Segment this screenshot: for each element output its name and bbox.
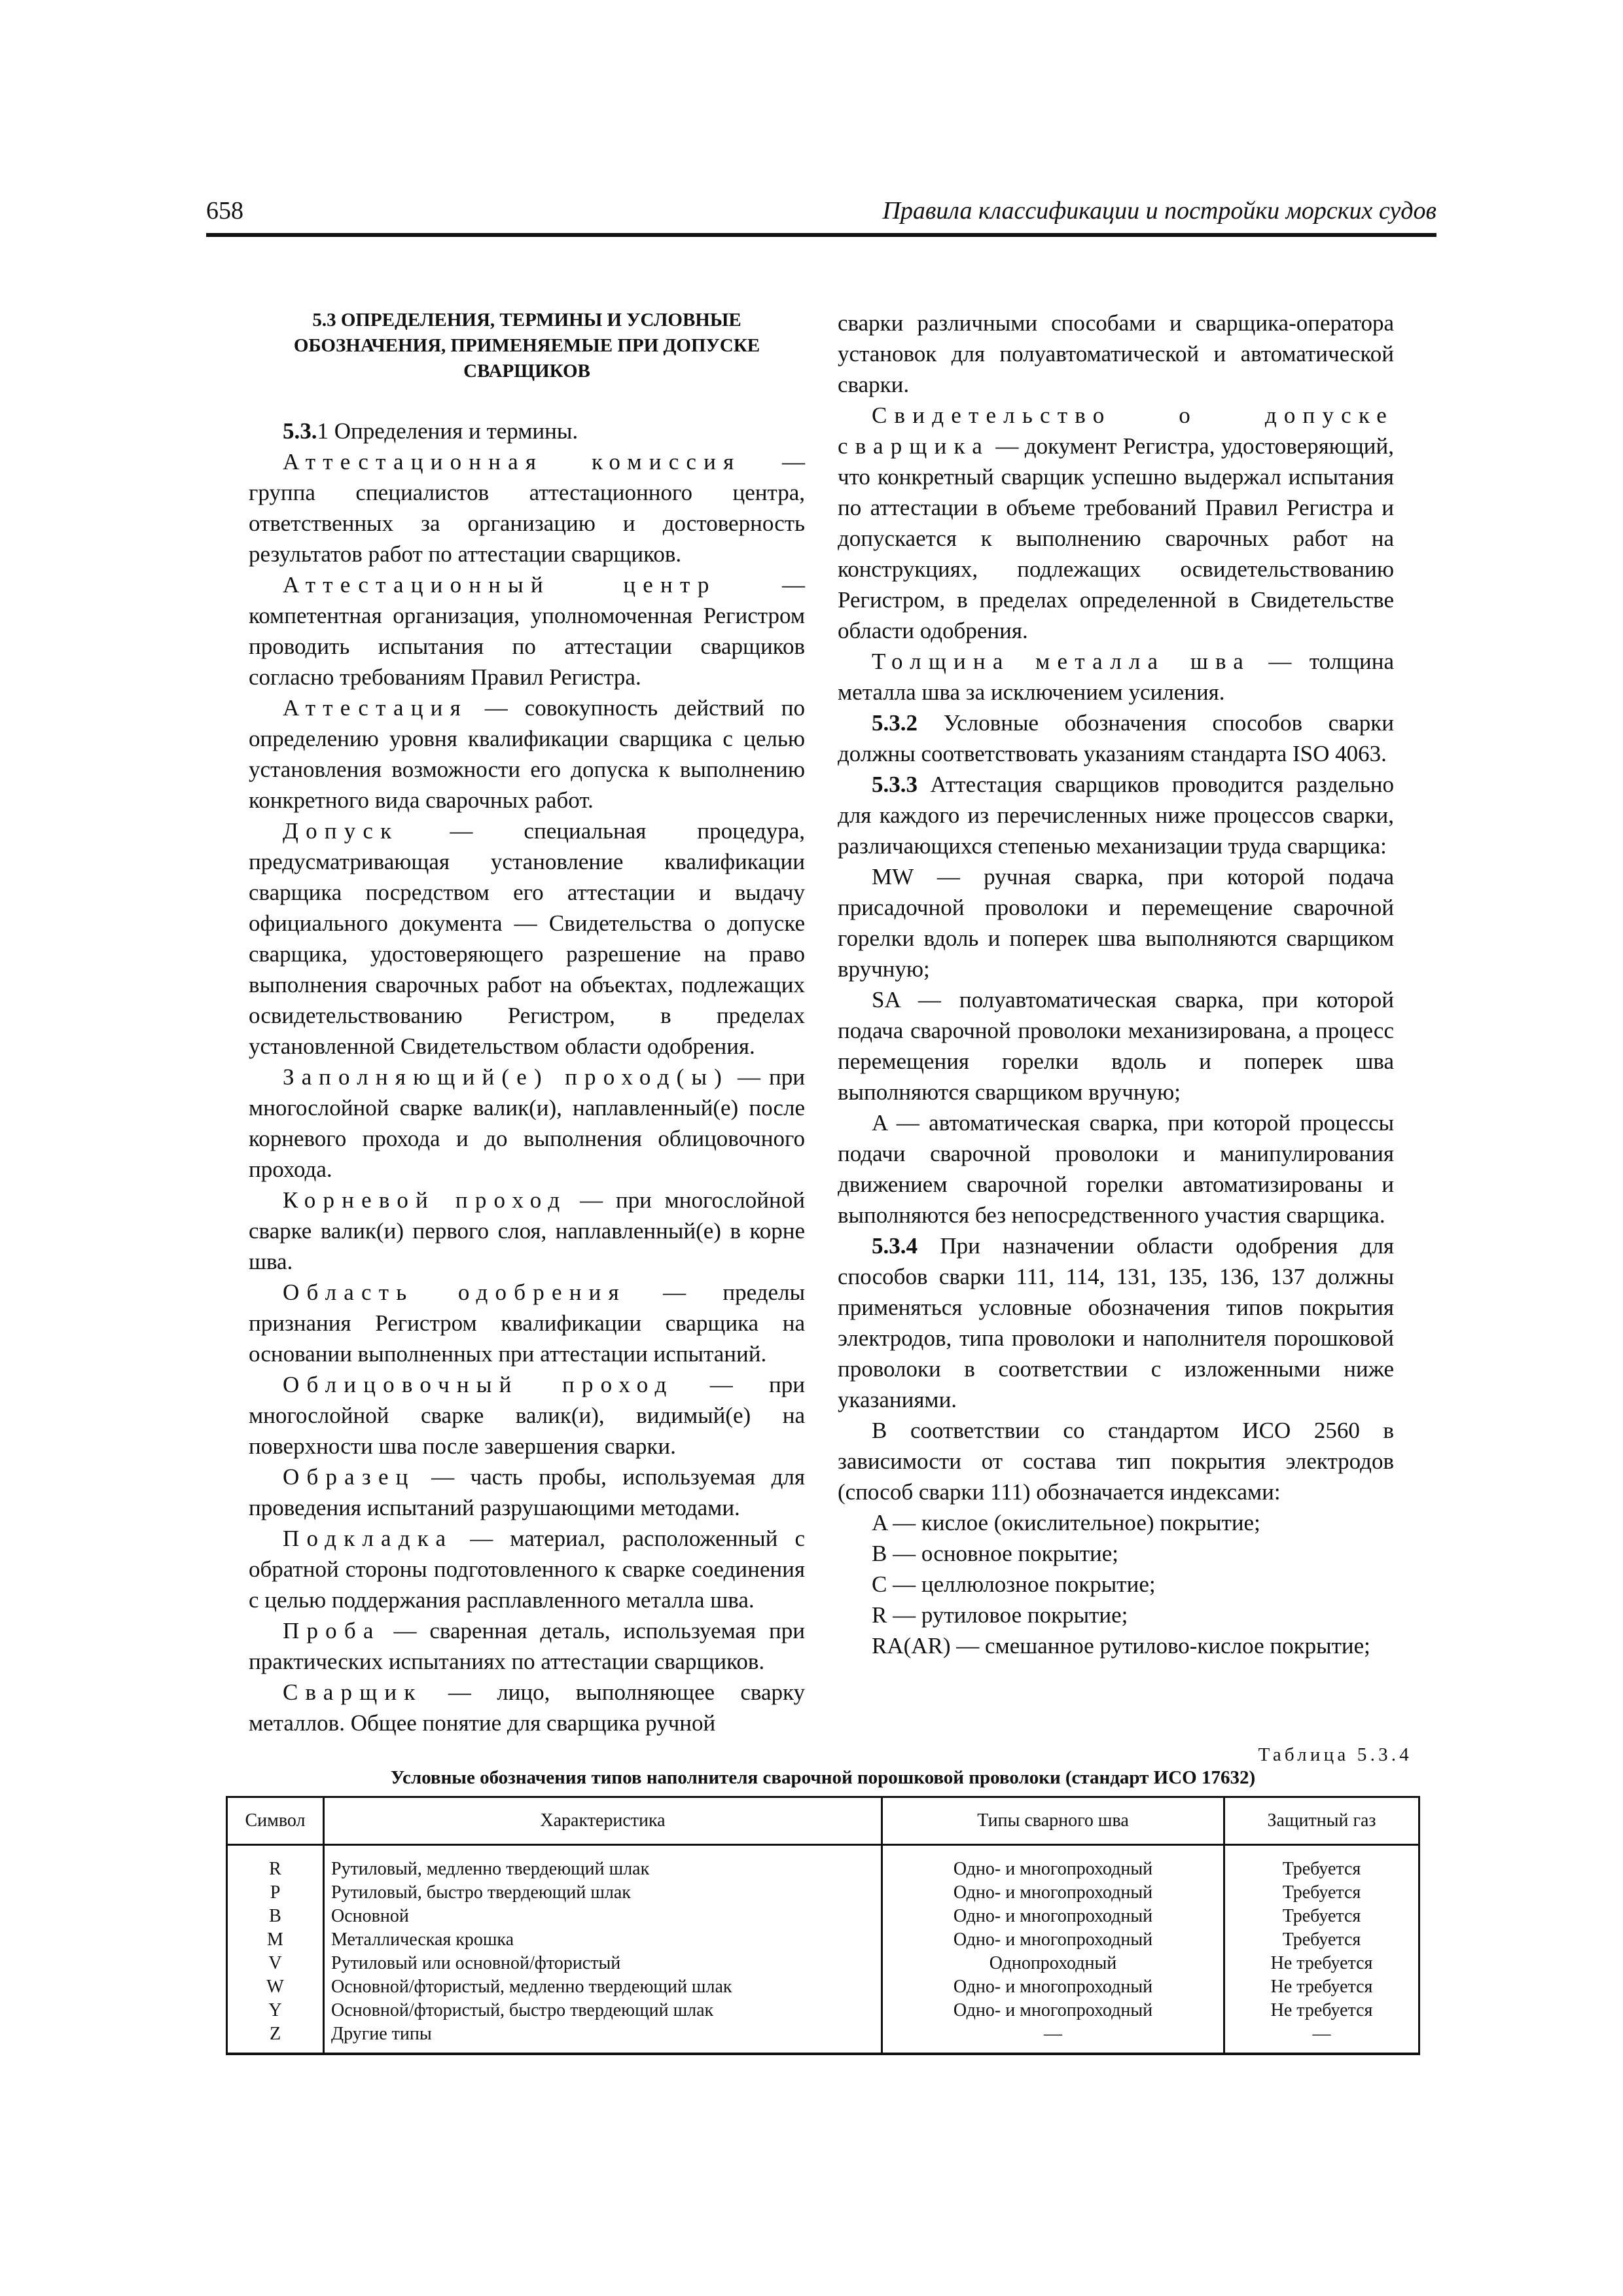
table-header-row: [227, 1797, 1419, 1845]
table-header-cell: Защитный газ: [1224, 1797, 1419, 1845]
definition-term: Подкладка: [283, 1526, 454, 1551]
subsection-title: [249, 416, 805, 446]
symbol-cell: P: [227, 1881, 324, 1905]
characteristic-cell: Основной/фтористый, медленно твердеющий шлак: [324, 1975, 882, 1999]
weld-type-cell: Одно- и многопроходный: [882, 1905, 1224, 1928]
process-item: SA — полуавтоматическая сварка, при которой подача сварочной проволоки механизирована, а процесс перемещения горелки вдоль и поперек шва выполняются сварщиком вручную;: [838, 987, 1394, 1105]
weld-type-cell: Одно- и многопроходный: [882, 1975, 1224, 1999]
process-item: A — автоматическая сварка, при которой процессы подачи сварочной проволоки и манипулирования движением сварочной горелки автоматизированы и выполняются без непосредственного участия сварщика.: [838, 1110, 1394, 1228]
table-header-cell: Характеристика: [324, 1797, 882, 1845]
table-header-cell: Типы сварного шва: [882, 1797, 1224, 1845]
definition-text: — группа специалистов аттестационного центра, ответственных за организацию и достоверность результатов работ по аттестации сварщиков.: [249, 449, 805, 567]
definition-term: Аттестация: [283, 695, 468, 721]
definition-term: Облицовочный проход: [283, 1372, 674, 1397]
characteristic-cell: Металлическая крошка: [324, 1928, 882, 1952]
weld-type-cell: Одно- и многопроходный: [882, 1999, 1224, 2022]
coating-item: C — целлюлозное покрытие;: [872, 1571, 1156, 1597]
page-header: [206, 196, 1436, 237]
definition: [249, 1277, 805, 1369]
shielding-gas-cell: Требуется: [1224, 1905, 1419, 1928]
definition-term: Корневой проход: [283, 1187, 567, 1213]
paragraph-5-3-4: [838, 1230, 1394, 1415]
subsection-number: 5.3.: [283, 418, 317, 444]
filler-types-table: [226, 1796, 1420, 2055]
definition: [249, 1677, 805, 1738]
definition: [249, 1062, 805, 1185]
weld-type-cell: Одно- и многопроходный: [882, 1881, 1224, 1905]
definition: [838, 400, 1394, 646]
definition: [249, 1185, 805, 1277]
coating-item: A — кислое (окислительное) покрытие;: [872, 1510, 1260, 1535]
definition-text: — часть пробы, используемая для проведения испытаний разрушающими методами.: [249, 1464, 805, 1520]
definition-term: Аттестационная комиссия: [283, 449, 741, 475]
definition: [249, 1369, 805, 1462]
table-row: [227, 1952, 1419, 1975]
shielding-gas-cell: Не требуется: [1224, 1952, 1419, 1975]
definition: [838, 646, 1394, 708]
coating-item: R — рутиловое покрытие;: [872, 1602, 1128, 1628]
definition-text: — толщина металла шва за исключением усиления.: [838, 649, 1394, 705]
definition: [249, 1462, 805, 1523]
symbol-cell: B: [227, 1905, 324, 1928]
subsection-text: 1 Определения и термины.: [317, 418, 579, 444]
running-title: Правила классификации и постройки морских судов: [882, 197, 1436, 224]
table-row: [227, 1905, 1419, 1928]
paragraph-text: Аттестация сварщиков проводится раздельно для каждого из перечисленных ниже процессов сварки, различающихся степенью механизации труда сварщика:: [838, 772, 1394, 859]
paragraph-number: 5.3.4: [872, 1233, 918, 1259]
shielding-gas-cell: Не требуется: [1224, 1999, 1419, 2022]
paragraph-text: Условные обозначения способов сварки должны соответствовать указаниям стандарта ISO 4063.: [838, 710, 1394, 766]
table-row: [227, 2022, 1419, 2054]
definition: [249, 1615, 805, 1677]
definition-term: Толщина металла шва: [872, 649, 1251, 674]
definition-text: — совокупность действий по определению уровня квалификации сварщика с целью установления возможности его допуска к выполнению конкретного вида сварочных работ.: [249, 695, 805, 813]
left-column: [249, 308, 805, 1738]
symbol-cell: R: [227, 1845, 324, 1882]
shielding-gas-cell: Требуется: [1224, 1881, 1419, 1905]
definition-text: — лицо, выполняющее сварку металлов. Общее понятие для сварщика ручной: [249, 1679, 805, 1736]
definition-text: — специальная процедура, предусматривающая установление квалификации сварщика посредством его аттестации и выдачу официального документа — Свидетельства о допуске сварщика, удостоверяющего разрешение на право выполнения сварочных работ на объектах, подлежащих освидетельствованию Регистром, в пределах установленной Свидетельством области одобрения.: [249, 818, 805, 1059]
definition-term: Область одобрения: [283, 1280, 626, 1305]
weld-type-cell: Одно- и многопроходный: [882, 1928, 1224, 1952]
symbol-cell: W: [227, 1975, 324, 1999]
characteristic-cell: Другие типы: [324, 2022, 882, 2054]
table-header-cell: Символ: [227, 1797, 324, 1845]
definition: [249, 446, 805, 569]
coating-item: B — основное покрытие;: [872, 1541, 1118, 1566]
paragraph-text: При назначении области одобрения для способов сварки 111, 114, 131, 135, 136, 137 должны применяться условные обозначения типов покрытия электродов, типа проволоки и наполнителя порошковой проволоки в соответствии с изложенными ниже указаниями.: [838, 1233, 1394, 1412]
symbol-cell: M: [227, 1928, 324, 1952]
table-row: [227, 1975, 1419, 1999]
definition: [249, 692, 805, 816]
process-item: MW — ручная сварка, при которой подача присадочной проволоки и перемещение сварочной горелки вдоль и поперек шва выполняются сварщиком вручную;: [838, 864, 1394, 982]
characteristic-cell: Рутиловый или основной/фтористый: [324, 1952, 882, 1975]
continuation-text: сварки различными способами и сварщика-оператора установок для полуавтоматической и автоматической сварки.: [838, 310, 1394, 397]
definition-text: — документ Регистра, удостоверяющий, что конкретный сварщик успешно выдержал испытания по аттестации в объеме требований Правил Регистра и допускается к выполнению сварочных работ на конструкциях, подлежащих освидетельствованию Регистром, в пределах определенной в Свидетельстве области одобрения.: [838, 433, 1394, 643]
paragraph-number: 5.3.3: [872, 772, 918, 797]
paragraph-5-3-3: [838, 769, 1394, 861]
definition-text: — компетентная организация, уполномоченная Регистром проводить испытания по аттестации сварщиков согласно требованиям Правил Регистра.: [249, 572, 805, 690]
characteristic-cell: Основной: [324, 1905, 882, 1928]
table-caption: Условные обозначения типов наполнителя сварочной порошковой проволоки (стандарт ИСО 17632): [390, 1767, 1256, 1788]
definition-term: Допуск: [283, 818, 399, 844]
shielding-gas-cell: Не требуется: [1224, 1975, 1419, 1999]
definition: [249, 569, 805, 692]
table-label: Таблица 5.3.4: [1258, 1744, 1412, 1765]
shielding-gas-cell: —: [1224, 2022, 1419, 2054]
characteristic-cell: Рутиловый, быстро твердеющий шлак: [324, 1881, 882, 1905]
paragraph-number: 5.3.2: [872, 710, 918, 736]
definition-text: — пределы признания Регистром квалификации сварщика на основании выполненных при аттестации испытаний.: [249, 1280, 805, 1367]
definition-term: Свидетельство о допуске сварщика: [838, 403, 1394, 459]
weld-type-cell: —: [882, 2022, 1224, 2054]
weld-type-cell: Одно- и многопроходный: [882, 1845, 1224, 1882]
table-row: [227, 1845, 1419, 1882]
right-column: [838, 308, 1394, 1661]
definition: [249, 816, 805, 1062]
characteristic-cell: Рутиловый, медленно твердеющий шлак: [324, 1845, 882, 1882]
symbol-cell: V: [227, 1952, 324, 1975]
definition-text: — при многослойной сварке валик(и) первого слоя, наплавленный(е) в корне шва.: [249, 1187, 805, 1274]
definition-text: — материал, расположенный с обратной стороны подготовленного к сварке соединения с целью поддержания расплавленного металла шва.: [249, 1526, 805, 1613]
definition-text: — сваренная деталь, используемая при практических испытаниях по аттестации сварщиков.: [249, 1618, 805, 1674]
table-row: [227, 1928, 1419, 1952]
page-number: 658: [206, 197, 243, 224]
definition-term: Заполняющий(е) проход(ы): [283, 1064, 730, 1090]
section-heading: 5.3 ОПРЕДЕЛЕНИЯ, ТЕРМИНЫ И УСЛОВНЫЕ ОБОЗНАЧЕНИЯ, ПРИМЕНЯЕМЫЕ ПРИ ДОПУСКЕ СВАРЩИКОВ: [293, 310, 760, 382]
iso-paragraph: В соответствии со стандартом ИСО 2560 в зависимости от состава тип покрытия электродов (способ сварки 111) обозначается индексами:: [838, 1418, 1394, 1505]
shielding-gas-cell: Требуется: [1224, 1845, 1419, 1882]
paragraph-5-3-2: [838, 708, 1394, 769]
definition-text: — при многослойной сварке валик(и), наплавленный(е) после корневого прохода и до выполнения облицовочного прохода.: [249, 1064, 805, 1182]
definition-term: Аттестационный центр: [283, 572, 717, 598]
weld-type-cell: Однопроходный: [882, 1952, 1224, 1975]
table-row: [227, 1881, 1419, 1905]
definition-term: Проба: [283, 1618, 381, 1643]
symbol-cell: Y: [227, 1999, 324, 2022]
definition: [249, 1523, 805, 1615]
coating-item: RA(AR) — смешанное рутилово-кислое покрытие;: [872, 1633, 1370, 1659]
definition-term: Сварщик: [283, 1679, 423, 1705]
shielding-gas-cell: Требуется: [1224, 1928, 1419, 1952]
definition-term: Образец: [283, 1464, 416, 1490]
symbol-cell: Z: [227, 2022, 324, 2054]
table-row: [227, 1999, 1419, 2022]
characteristic-cell: Основной/фтористый, быстро твердеющий шлак: [324, 1999, 882, 2022]
definition-text: — при многослойной сварке валик(и), видимый(е) на поверхности шва после завершения сварки.: [249, 1372, 805, 1459]
